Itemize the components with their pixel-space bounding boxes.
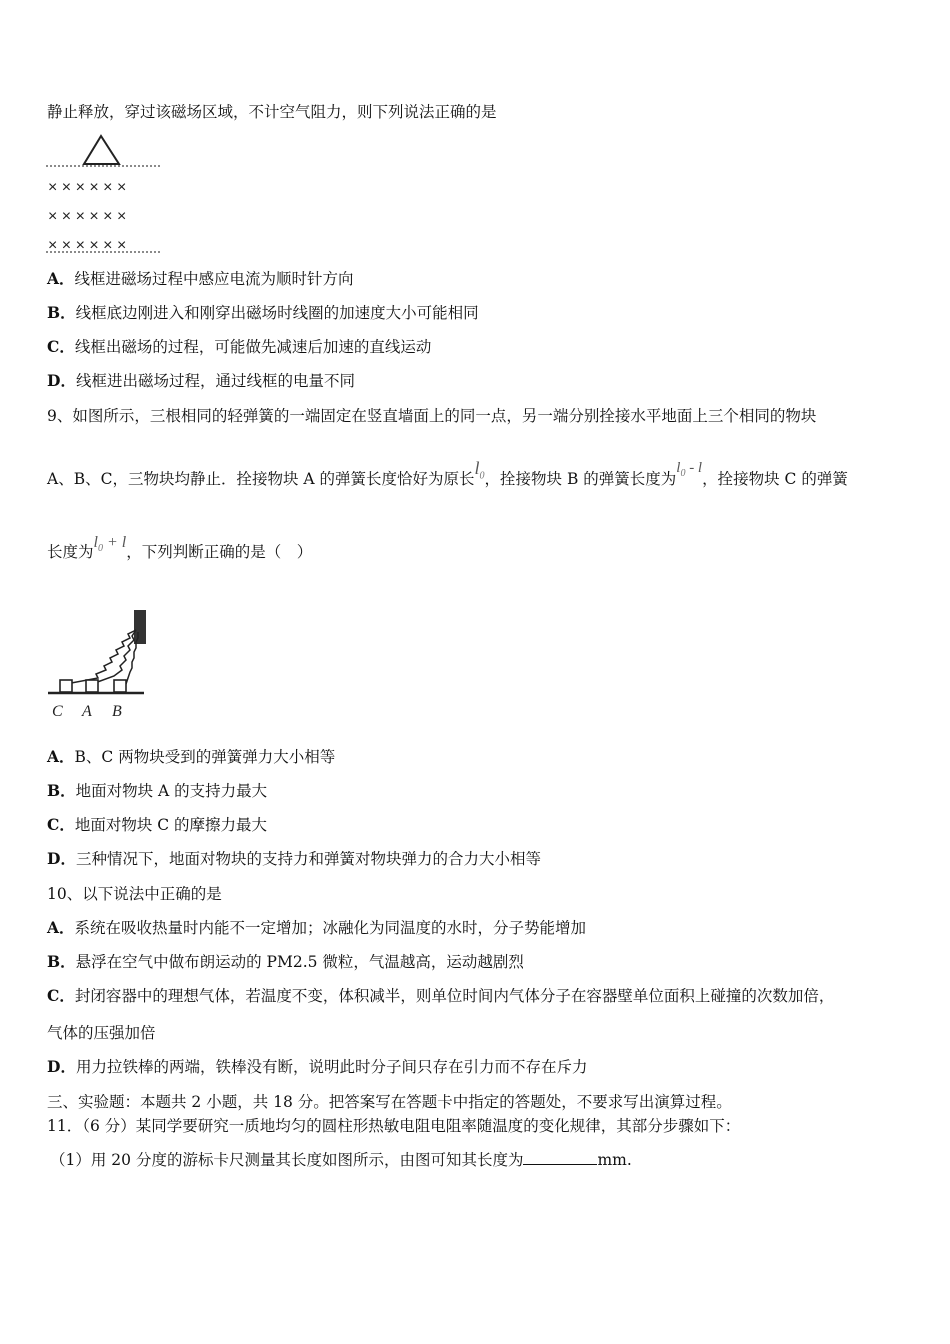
q9-stem-line1: 9、如图所示，三根相同的轻弹簧的一端固定在竖直墙面上的同一点，另一端分别拴接水平地面上三个相同的物块 bbox=[47, 407, 817, 425]
section3-heading: 三、实验题：本题共 2 小题，共 18 分。把答案写在答题卡中指定的答题处，不要求写出演算过程。 bbox=[47, 1093, 732, 1111]
q11-stem: 11．（6 分）某同学要研究一质地均匀的圆柱形热敏电阻电阻率随温度的变化规律，其部分步骤如下： bbox=[47, 1117, 741, 1135]
q9-option-d: D．三种情况下，地面对物块的支持力和弹簧对物块弹力的合力大小相等 bbox=[47, 849, 541, 868]
q8-stem-end: 静止释放，穿过该磁场区域，不计空气阻力，则下列说法正确的是 bbox=[47, 103, 497, 121]
q10-option-c: C．封闭容器中的理想气体，若温度不变，体积减半，则单位时间内气体分子在容器壁单位面积上碰撞的次数加倍， bbox=[47, 986, 835, 1005]
svg-text:× × × × × ×: × × × × × × bbox=[48, 208, 127, 225]
q9-option-b: B．地面对物块 A 的支持力最大 bbox=[47, 781, 268, 800]
label-b: B bbox=[112, 703, 122, 720]
q10-option-b: B．悬浮在空气中做布朗运动的 PM2.5 微粒，气温越高，运动越剧烈 bbox=[47, 952, 524, 971]
q9-stem-line2: A、B、C，三物块均静止．拴接物块 A 的弹簧长度恰好为原长$l_0$，拴接物块 B 的弹簧长度为$l_0$ - l，拴接物块 C 的弹簧 bbox=[47, 458, 848, 488]
magnetic-field-figure bbox=[44, 130, 174, 260]
q10-stem: 10、以下说法中正确的是 bbox=[47, 885, 222, 903]
q9-option-c: C．地面对物块 C 的摩擦力最大 bbox=[47, 815, 268, 834]
svg-text:× × × × × ×: × × × × × × bbox=[48, 179, 127, 196]
svg-text:× × × × × ×: × × × × × × bbox=[48, 237, 127, 254]
q8-option-a: A．线框进磁场过程中感应电流为顺时针方向 bbox=[47, 269, 354, 288]
q10-option-c-cont: 气体的压强加倍 bbox=[47, 1024, 156, 1042]
springs-figure bbox=[46, 608, 156, 720]
q10-option-a: A．系统在吸收热量时内能不一定增加；冰融化为同温度的水时，分子势能增加 bbox=[47, 918, 587, 937]
answer-blank[interactable] bbox=[523, 1150, 597, 1165]
field-cross-marks bbox=[48, 179, 126, 254]
q11-part1: （1）用 20 分度的游标卡尺测量其长度如图所示，由图可知其长度为 mm. bbox=[50, 1151, 632, 1169]
q9-option-a: A．B、C 两物块受到的弹簧弹力大小相等 bbox=[47, 747, 336, 766]
q10-option-d: D．用力拉铁棒的两端，铁棒没有断，说明此时分子间只存在引力而不存在斥力 bbox=[47, 1057, 588, 1076]
q8-option-d: D．线框进出磁场过程，通过线框的电量不同 bbox=[47, 371, 355, 390]
q8-option-b: B．线框底边刚进入和刚穿出磁场时线圈的加速度大小可能相同 bbox=[47, 303, 479, 322]
label-c: C bbox=[52, 703, 63, 720]
q9-stem-line3: 长度为$l_0 + l$，下列判断正确的是（ ） bbox=[47, 534, 313, 561]
q8-option-c: C．线框出磁场的过程，可能做先减速后加速的直线运动 bbox=[47, 337, 432, 356]
label-a: A bbox=[82, 703, 92, 720]
